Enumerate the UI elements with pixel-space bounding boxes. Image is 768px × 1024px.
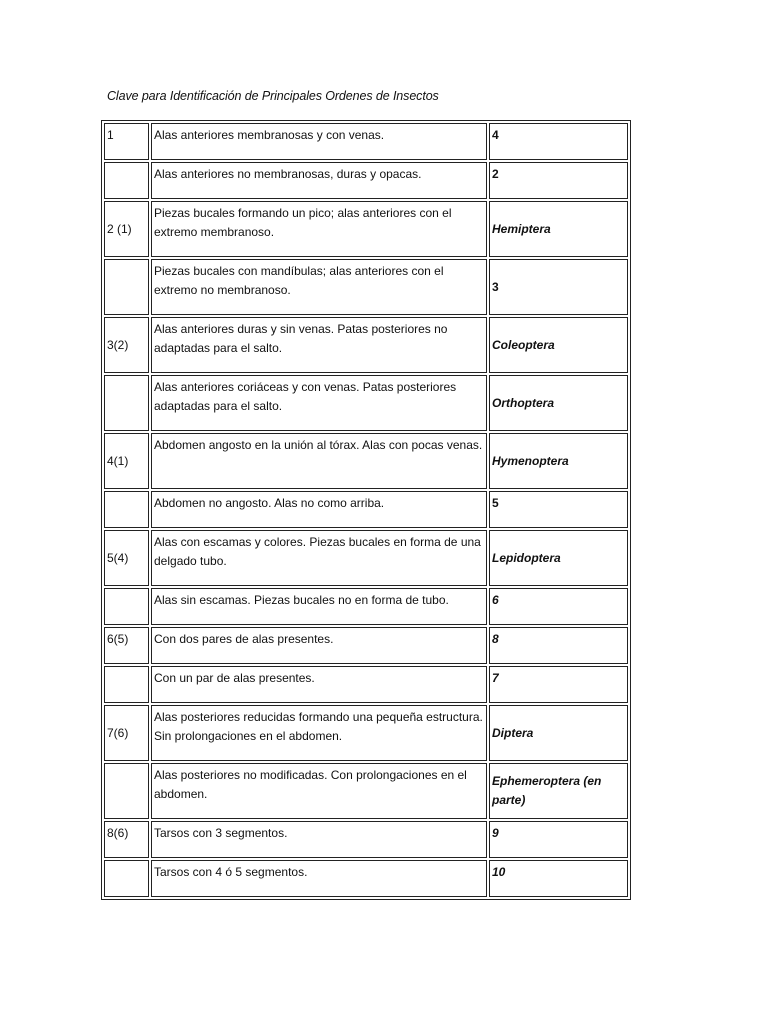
key-step-cell: [104, 162, 149, 199]
key-result-cell: 7: [489, 666, 628, 703]
key-description-cell: Piezas bucales formando un pico; alas anteriores con el extremo membranoso.: [151, 201, 487, 257]
key-step-cell: [104, 375, 149, 431]
key-description-cell: Alas anteriores coriáceas y con venas. Patas posteriores adaptadas para el salto.: [151, 375, 487, 431]
key-row: [104, 491, 628, 528]
key-description-cell: Alas posteriores no modificadas. Con prolongaciones en el abdomen.: [151, 763, 487, 819]
key-description-cell: Abdomen no angosto. Alas no como arriba.: [151, 491, 487, 528]
key-step-cell: 2 (1): [104, 201, 149, 257]
key-step-cell: 5(4): [104, 530, 149, 586]
key-row: [104, 821, 628, 858]
key-description-cell: Alas sin escamas. Piezas bucales no en forma de tubo.: [151, 588, 487, 625]
key-step-cell: [104, 491, 149, 528]
key-row: [104, 530, 628, 586]
key-row: [104, 588, 628, 625]
key-description-cell: Tarsos con 4 ó 5 segmentos.: [151, 860, 487, 897]
key-row: [104, 763, 628, 819]
key-step-cell: 4(1): [104, 433, 149, 489]
key-step-cell: [104, 588, 149, 625]
key-row: [104, 201, 628, 257]
key-result-cell: 10: [489, 860, 628, 897]
key-description-cell: Alas anteriores membranosas y con venas.: [151, 123, 487, 160]
key-step-cell: 3(2): [104, 317, 149, 373]
key-row: [104, 433, 628, 489]
key-step-cell: [104, 763, 149, 819]
identification-key-table: [101, 120, 631, 900]
key-result-cell: Hemiptera: [489, 201, 628, 257]
key-row: [104, 162, 628, 199]
key-result-cell: Diptera: [489, 705, 628, 761]
key-description-cell: Con un par de alas presentes.: [151, 666, 487, 703]
key-description-cell: Alas anteriores duras y sin venas. Patas posteriores no adaptadas para el salto.: [151, 317, 487, 373]
key-result-cell: Orthoptera: [489, 375, 628, 431]
key-result-cell: 8: [489, 627, 628, 664]
key-step-cell: [104, 860, 149, 897]
key-result-cell: 9: [489, 821, 628, 858]
key-description-cell: Piezas bucales con mandíbulas; alas anteriores con el extremo no membranoso.: [151, 259, 487, 315]
key-step-cell: [104, 259, 149, 315]
key-result-cell: Hymenoptera: [489, 433, 628, 489]
key-row: [104, 860, 628, 897]
key-description-cell: Alas con escamas y colores. Piezas bucales en forma de una delgado tubo.: [151, 530, 487, 586]
key-row: [104, 259, 628, 315]
key-row: [104, 627, 628, 664]
key-result-cell: 5: [489, 491, 628, 528]
key-result-cell: Ephemeroptera (en parte): [489, 763, 628, 819]
key-step-cell: 7(6): [104, 705, 149, 761]
key-result-cell: 3: [489, 259, 628, 315]
key-row: [104, 666, 628, 703]
key-description-cell: Con dos pares de alas presentes.: [151, 627, 487, 664]
key-description-cell: Alas posteriores reducidas formando una pequeña estructura. Sin prolongaciones en el abdomen.: [151, 705, 487, 761]
key-result-cell: 6: [489, 588, 628, 625]
key-row: [104, 123, 628, 160]
key-description-cell: Alas anteriores no membranosas, duras y opacas.: [151, 162, 487, 199]
key-row: [104, 317, 628, 373]
key-row: [104, 705, 628, 761]
key-table-body: [104, 123, 628, 897]
key-row: [104, 375, 628, 431]
key-result-cell: 4: [489, 123, 628, 160]
key-step-cell: 1: [104, 123, 149, 160]
key-result-cell: Coleoptera: [489, 317, 628, 373]
key-step-cell: 8(6): [104, 821, 149, 858]
key-step-cell: [104, 666, 149, 703]
key-description-cell: Tarsos con 3 segmentos.: [151, 821, 487, 858]
key-step-cell: 6(5): [104, 627, 149, 664]
document-title: Clave para Identificación de Principales Ordenes de Insectos: [107, 89, 439, 103]
key-result-cell: Lepidoptera: [489, 530, 628, 586]
key-description-cell: Abdomen angosto en la unión al tórax. Alas con pocas venas.: [151, 433, 487, 489]
key-result-cell: 2: [489, 162, 628, 199]
